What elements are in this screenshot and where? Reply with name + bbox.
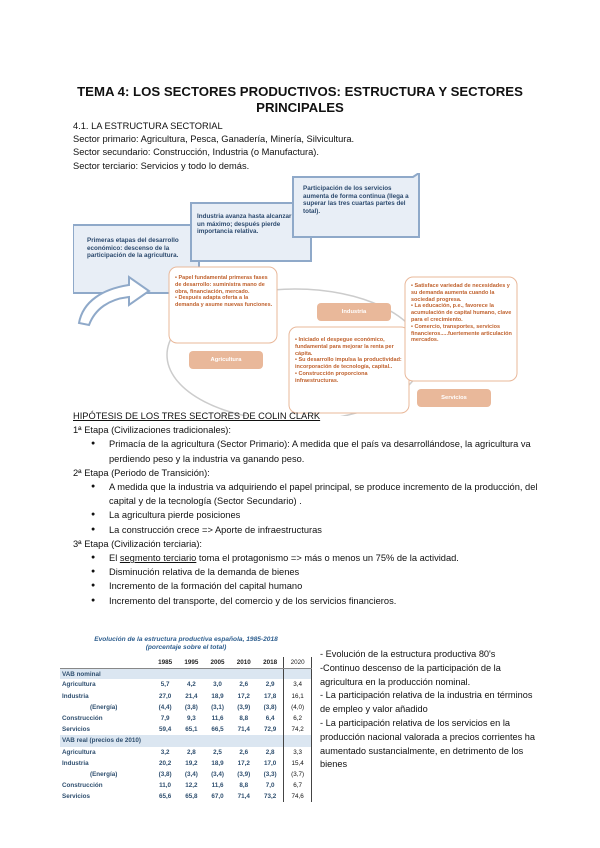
industria-list: [295, 337, 405, 385]
table-row: [60, 702, 312, 713]
table-cell: 65,6: [158, 793, 172, 801]
table-cell: [284, 735, 312, 746]
table-cell: (3,9): [237, 770, 251, 778]
table-header-row: [60, 657, 312, 668]
list-item: • La educación, p.e., favorece la acumulación de capital humano, clave para el crecimiento.: [411, 303, 515, 323]
stage2-text: Industria avanza hasta alcanzar un máximo; después pierde importancia relativa.: [197, 213, 292, 236]
table-cell: 4,2: [186, 681, 196, 689]
agricultura-list: [175, 275, 273, 309]
table-row: [60, 780, 312, 791]
table-cell: (3,4): [211, 770, 225, 778]
table-title: Evolución de la estructura productiva española, 1985-2018: [94, 636, 278, 643]
table-cell: 18,9: [211, 759, 224, 767]
list-item: • Su desarrollo impulsa la productividad: incorporación de tecnología, capital..: [295, 357, 405, 371]
table-row: [60, 679, 312, 690]
table-cell: 5,7: [160, 681, 170, 689]
table-cell: (4,0): [284, 702, 312, 713]
bullet-item: ● Incremento de la formación del capital humano: [73, 579, 543, 593]
intro-line: Sector terciario: Servicios y todo lo demás.: [73, 160, 250, 171]
table-cell: (3,8): [184, 703, 198, 711]
row-label: (Energía): [90, 703, 118, 711]
table-cell: 17,0: [263, 759, 277, 767]
table-cell: 8,8: [239, 782, 249, 790]
agricultura-label: Agricultura: [210, 357, 242, 363]
table-row: [60, 758, 312, 769]
table-cell: 11,0: [159, 782, 172, 790]
table-cell: 17,2: [237, 692, 250, 700]
table-cell: 27,0: [158, 692, 172, 700]
table-cell: 11,6: [211, 715, 224, 723]
table-cell: 6,7: [284, 780, 312, 791]
table-cell: (3,8): [158, 770, 172, 778]
table-cell: 2,9: [265, 681, 275, 689]
bullet-item: ● Disminución relativa de la demanda de bienes: [73, 565, 543, 579]
table-row: [60, 747, 312, 758]
intro-line: Sector secundario: Construcción, Industria (o Manufactura).: [73, 147, 319, 158]
header-cell: 2018: [257, 657, 284, 668]
table-cell: (3,3): [263, 770, 277, 778]
intro-line: Sector primario: Agricultura, Pesca, Ganadería, Minería, Silvicultura.: [73, 134, 355, 145]
table-cell: 17,8: [263, 692, 277, 700]
row-label: (Energía): [90, 770, 118, 778]
header-cell: [60, 657, 152, 668]
header-cell: 2010: [231, 657, 257, 668]
table-cell: 73,2: [263, 793, 277, 801]
table-cell: 67,0: [211, 793, 224, 801]
table-row: [60, 769, 312, 780]
table-cell: 7,0: [265, 782, 275, 790]
table-section-row: [60, 735, 312, 746]
table-cell: (3,1): [211, 703, 225, 711]
hypothesis-section: [73, 409, 543, 608]
bullet-item: [73, 551, 543, 565]
table-cell: 71,4: [237, 726, 250, 734]
section-label: VAB real (precios de 2010): [60, 735, 284, 746]
row-label: Servicios: [62, 726, 91, 734]
table-row: [60, 713, 312, 724]
stage-heading: 1ª Etapa (Civilizaciones tradicionales):: [73, 425, 231, 436]
table-cell: [284, 668, 312, 679]
header-cell: 2005: [204, 657, 230, 668]
table-cell: 74,6: [284, 791, 312, 802]
stage-heading: 2ª Etapa (Periodo de Transición):: [73, 467, 210, 478]
notes: [320, 648, 542, 772]
table-cell: 16,1: [284, 691, 312, 702]
table-cell: (3,7): [284, 769, 312, 780]
text-run: toma el protagonismo => más o menos un 75% de la actividad.: [196, 553, 459, 564]
table-cell: 18,9: [211, 692, 224, 700]
structure-table: [60, 657, 312, 802]
table-cell: 71,4: [237, 793, 250, 801]
row-label: Agricultura: [62, 681, 96, 689]
table-cell: 6,4: [265, 715, 275, 723]
page-title: TEMA 4: LOS SECTORES PRODUCTIVOS: ESTRUCTURA Y SECTORES PRINCIPALES: [77, 84, 523, 115]
row-label: Agricultura: [62, 748, 96, 756]
table-cell: 19,2: [185, 759, 198, 767]
section-heading: 4.1. LA ESTRUCTURA SECTORIAL: [73, 121, 223, 131]
bullet-item: ● La construcción crece => Aporte de infraestructuras: [73, 523, 543, 537]
table-row: [60, 724, 312, 735]
servicios-list: [411, 283, 515, 344]
bullet-item: ● A medida que la industria va adquiriendo el papel principal, se produce incremento de la producción, del capital y de la tecnología (Sector Secundario) .: [73, 480, 543, 508]
note-line: - La participación relativa de la industria en términos de empleo y valor añadido: [320, 690, 533, 715]
table-cell: 3,0: [213, 681, 222, 689]
table-section-row: [60, 668, 312, 679]
row-label: Construcción: [62, 782, 103, 790]
table-cell: 2,5: [213, 748, 222, 756]
list-item: • Construcción proporciona infraestructuras.: [295, 371, 405, 385]
table-row: [60, 791, 312, 802]
text-run: El: [109, 553, 120, 564]
table-cell: (4,4): [158, 703, 172, 711]
table-cell: 2,6: [239, 748, 249, 756]
table-cell: 2,6: [239, 681, 249, 689]
header-cell: 1995: [178, 657, 204, 668]
structure-table-figure: [60, 636, 312, 802]
list-item: • Papel fundamental primeras fases de desarrollo: suministra mano de obra, financiación, mercado.: [175, 275, 273, 295]
row-label: Industria: [62, 759, 89, 767]
table-cell: 2,8: [186, 748, 196, 756]
intro-section: [73, 120, 543, 173]
list-item: • Comercio, transportes, servicios financieros.....fuertemente articulación mercados.: [411, 324, 515, 344]
note-line: -Continuo descenso de la participación de la agricultura en la producción nominal.: [320, 662, 501, 687]
bullet-item: ● Incremento del transporte, del comercio y de los servicios financieros.: [73, 594, 543, 608]
bullet-item: ● La agricultura pierde posiciones: [73, 508, 543, 522]
sector-diagram: [73, 173, 518, 416]
industria-label: Industria: [341, 309, 367, 315]
header-cell: 1985: [152, 657, 178, 668]
stage-heading: 3ª Etapa (Civilización terciaria):: [73, 538, 202, 549]
table-cell: 65,1: [185, 726, 198, 734]
stage1-text: Primeras etapas del desarrollo económico: descenso de la participación de la agricultura.: [87, 237, 179, 260]
table-cell: 72,9: [263, 726, 277, 734]
table-cell: 3,2: [160, 748, 170, 756]
table-cell: 2,8: [265, 748, 275, 756]
header-cell: 2020: [284, 657, 312, 668]
table-cell: 3,3: [284, 747, 312, 758]
row-label: Servicios: [62, 793, 91, 801]
section-label: VAB nominal: [60, 668, 284, 679]
note-line: - Evolución de la estructura productiva 80's: [320, 649, 496, 659]
table-cell: 66,5: [211, 726, 224, 734]
table-cell: 12,2: [185, 782, 198, 790]
table-cell: 6,2: [284, 713, 312, 724]
table-cell: 11,6: [211, 782, 224, 790]
servicios-label: Servicios: [441, 395, 467, 401]
stage3-text: Participación de los servicios aumenta de forma continua (llega a superar las tres cuartas partes del total).: [303, 185, 409, 216]
table-cell: 17,2: [237, 759, 250, 767]
bullet-item: ● Primacía de la agricultura (Sector Primario): A medida que el país va desarrollándose, la agricultura va perdiendo peso y la industria va ganando peso.: [73, 437, 543, 465]
table-cell: 65,8: [185, 793, 198, 801]
table-cell: 59,4: [158, 726, 172, 734]
list-item: • Satisface variedad de necesidades y su demanda aumenta cuando la sociedad progresa.: [411, 283, 515, 303]
list-item: • Iniciado el despegue económico, fundamental para mejorar la renta per cápita.: [295, 337, 405, 357]
row-label: Industria: [62, 692, 89, 700]
table-cell: 8,8: [239, 715, 249, 723]
table-cell: 7,9: [160, 715, 170, 723]
table-cell: 15,4: [284, 758, 312, 769]
table-cell: 21,4: [185, 692, 198, 700]
table-cell: 3,4: [284, 679, 312, 690]
note-line: - La participación relativa de los servicios en la producción nacional valorada a precios corrientes ha aumentado sustancialmente, en detrimento de los bienes: [320, 717, 536, 770]
hypothesis-heading: HIPÓTESIS DE LOS TRES SECTORES DE COLIN CLARK: [73, 411, 321, 421]
table-cell: 9,3: [186, 715, 196, 723]
table-cell: 74,2: [284, 724, 312, 735]
table-cell: 20,2: [158, 759, 172, 767]
table-cell: (3,9): [237, 703, 251, 711]
table-subtitle: (porcentaje sobre el total): [145, 644, 227, 651]
list-item: • Después adapta oferta a la demanda y asume nuevas funciones.: [175, 295, 273, 309]
table-row: [60, 691, 312, 702]
underlined-term: segmento terciario: [119, 553, 197, 564]
table-cell: (3,8): [263, 703, 277, 711]
row-label: Construcción: [62, 715, 103, 723]
table-cell: (3,4): [184, 770, 198, 778]
